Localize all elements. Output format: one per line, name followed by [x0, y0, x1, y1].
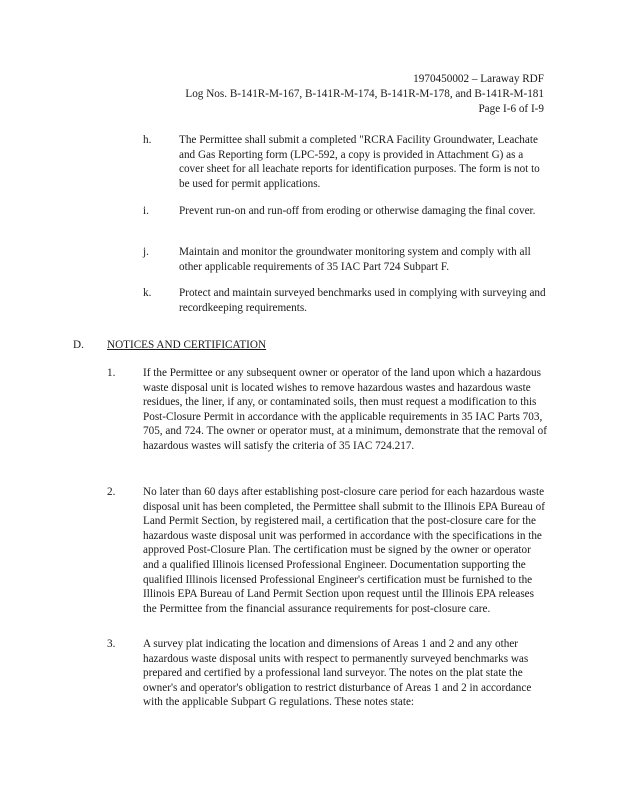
item-marker-j: j. — [143, 246, 149, 258]
paragraph-text-2: No later than 60 days after establishing post-closure care period for each hazardous waste disposal unit has been completed, the Permittee shall submit to the Illinois EPA Bureau of Land Permit Section, by registered mail, a certification that the post-closure care for the hazardous waste disposal unit was performed in accordance with the specifications in the approved Post-Closure Plan. The certification must be signed by the owner or operator and a qualified Illinois licensed Professional Engineer. Documentation supporting the qualified Illinois licensed Professional Engineer's certification must be furnished to the Illinois EPA Bureau of Land Permit Section upon request until the Illinois EPA releases the Permittee from the financial assurance requirements for post-closure care. — [143, 486, 545, 615]
header-facility-id: 1970450002 – Laraway RDF — [413, 73, 544, 85]
page-header — [185, 72, 544, 117]
item-text-i: Prevent run-on and run-off from eroding or otherwise damaging the final cover. — [179, 205, 536, 217]
paragraph-text-1: If the Permittee or any subsequent owner or operator of the land upon which a hazardous waste disposal unit is located wishes to remove hazardous wastes and hazardous waste residues, the liner, if any, or contaminated soils, then must request a modification to this Post-Closure Permit in accordance with the applicable requirements in 35 IAC Parts 703, 705, and 724. The owner or operator must, at a minimum, demonstrate that the removal of hazardous wastes will satisfy the criteria of 35 IAC 724.217. — [143, 367, 547, 452]
section-title: NOTICES AND CERTIFICATION — [107, 339, 267, 351]
section-letter: D. — [73, 339, 84, 351]
item-text-k: Protect and maintain surveyed benchmarks used in complying with surveying and recordkeeping requirements. — [179, 287, 546, 314]
item-marker-h: h. — [143, 134, 152, 146]
item-text-j: Maintain and monitor the groundwater monitoring system and comply with all other applicable requirements of 35 IAC Part 724 Subpart F. — [179, 246, 531, 273]
paragraph-marker-3: 3. — [107, 638, 116, 650]
paragraph-text-3: A survey plat indicating the location and dimensions of Areas 1 and 2 and any other hazardous waste disposal units with respect to permanently surveyed benchmarks was prepared and certified by a professional land surveyor. The notes on the plat state the owner's and operator's obligation to restrict disturbance of Areas 1 and 2 in accordance with the applicable Subpart G regulations. These notes state: — [143, 638, 532, 709]
item-text-h: The Permittee shall submit a completed "RCRA Facility Groundwater, Leachate and Gas Reporting form (LPC-592, a copy is provided in Attachment G) as a cover sheet for all leachate reports for identification purposes. The form is not to be used for permit applications. — [179, 134, 540, 190]
item-marker-k: k. — [143, 287, 152, 299]
item-marker-i: i. — [143, 205, 149, 217]
paragraph-marker-1: 1. — [107, 367, 116, 379]
header-log-numbers: Log Nos. B-141R-M-167, B-141R-M-174, B-141R-M-178, and B-141R-M-181 — [185, 88, 544, 100]
paragraph-marker-2: 2. — [107, 486, 116, 498]
header-page-number: Page I-6 of I-9 — [478, 103, 544, 115]
